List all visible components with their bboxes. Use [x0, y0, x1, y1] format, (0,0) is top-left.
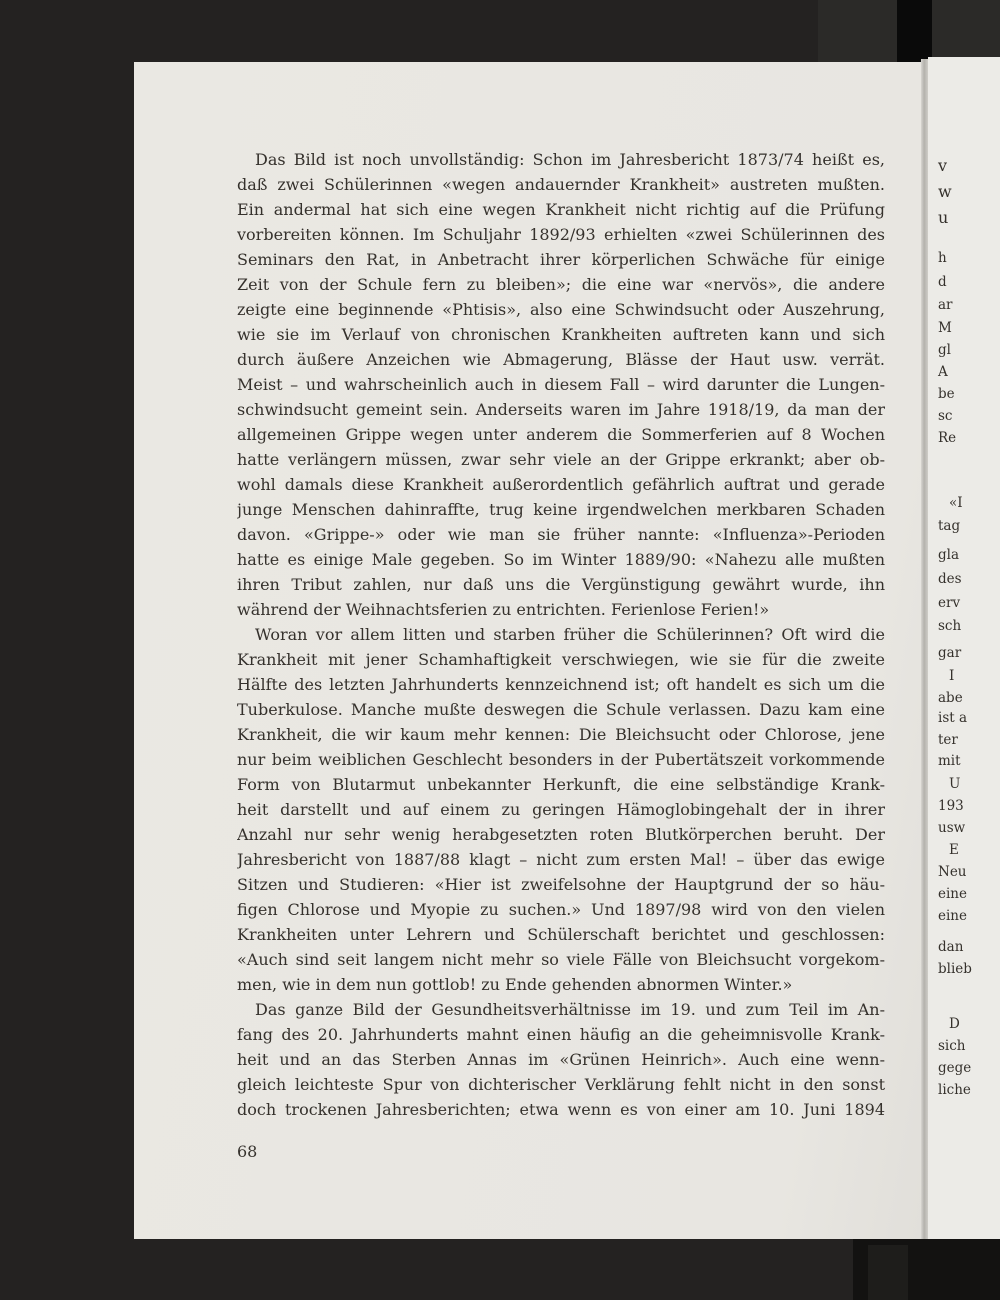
text-line: men, wie in dem nun gottlob! zu Ende gehenden abnormen Winter.»	[237, 975, 793, 994]
facing-page-text-fragment: des	[938, 571, 962, 587]
facing-page-text-fragment: eine	[938, 886, 967, 902]
text-line: heit und an das Sterben Annas im «Grünen Heinrich». Auch eine wenn-	[237, 1050, 885, 1069]
facing-page-text-fragment: d	[938, 274, 947, 290]
text-line: Das Bild ist noch unvollständig: Schon im Jahresbericht 1873/74 heißt es,	[255, 150, 885, 169]
text-line: doch trockenen Jahresberichten; etwa wenn es von einer am 10. Juni 1894	[237, 1100, 885, 1119]
text-line: Ein andermal hat sich eine wegen Krankheit nicht richtig auf die Prüfung	[237, 200, 885, 219]
text-line: ihren Tribut zahlen, nur daß uns die Vergünstigung gewährt wurde, ihn	[237, 575, 885, 594]
facing-page-text-fragment: gla	[938, 547, 960, 563]
facing-page-text-fragment: E	[949, 842, 959, 858]
facing-page-text-fragment: Neu	[938, 864, 967, 880]
facing-page-text-fragment: gl	[938, 342, 951, 358]
text-line: Jahresbericht von 1887/88 klagt – nicht zum ersten Mal! – über das ewige	[237, 850, 885, 869]
facing-page-text-fragment: U	[949, 776, 961, 792]
text-line: gleich leichteste Spur von dichterischer Verklärung fehlt nicht in den sonst	[237, 1075, 885, 1094]
text-line: Woran vor allem litten und starben früher die Schülerinnen? Oft wird die	[255, 625, 885, 644]
facing-page-text-fragment: usw	[938, 820, 966, 836]
left-page	[134, 62, 921, 1239]
facing-page-text-fragment: sich	[938, 1038, 966, 1054]
facing-page-text-fragment: h	[938, 250, 947, 266]
text-line: während der Weihnachtsferien zu entrichten. Ferienlose Ferien!»	[237, 600, 770, 619]
facing-page-text-fragment: Re	[938, 430, 957, 446]
facing-page-text-fragment: ist a	[938, 710, 968, 726]
text-line: daß zwei Schülerinnen «wegen andauernder Krankheit» austreten mußten.	[237, 175, 885, 194]
text-line: Seminars den Rat, in Anbetracht ihrer körperlichen Schwäche für einige	[237, 250, 885, 269]
text-line: schwindsucht gemeint sein. Anderseits waren im Jahre 1918/19, da man der	[237, 400, 885, 419]
facing-page-text-fragment: 193	[938, 798, 964, 814]
right-page-sliver	[928, 57, 1000, 1243]
text-line: vorbereiten können. Im Schuljahr 1892/93 erhielten «zwei Schülerinnen des	[237, 225, 885, 244]
facing-page-text-fragment: erv	[938, 595, 961, 611]
facing-page-text-fragment: gar	[938, 645, 962, 661]
facing-page-text-fragment: ar	[938, 297, 953, 313]
text-line: Sitzen und Studieren: «Hier ist zweifelsohne der Hauptgrund der so häu-	[237, 875, 885, 894]
facing-page-text-fragment: abe	[938, 690, 963, 706]
text-line: Krankheit mit jener Schamhaftigkeit verschwiegen, wie sie für die zweite	[237, 650, 885, 669]
text-line: allgemeinen Grippe wegen unter anderem die Sommerferien auf 8 Wochen	[237, 425, 885, 444]
text-line: fang des 20. Jahrhunderts mahnt einen häufig an die geheimnisvolle Krank-	[237, 1025, 885, 1044]
text-line: Form von Blutarmut unbekannter Herkunft, die eine selbständige Krank-	[237, 775, 885, 794]
facing-page-text-fragment: mit	[938, 753, 961, 769]
text-line: hatte verlängern müssen, zwar sehr viele an der Grippe erkrankt; aber ob-	[237, 450, 885, 469]
text-line: hatte es einige Male gegeben. So im Winter 1889/90: «Nahezu alle mußten	[237, 550, 885, 569]
text-line: nur beim weiblichen Geschlecht besonders in der Pubertätszeit vorkommende	[237, 750, 885, 769]
facing-page-text-fragment: tag	[938, 518, 961, 534]
text-line: Anzahl nur sehr wenig herabgesetzten roten Blutkörperchen beruht. Der	[237, 825, 885, 844]
page-gutter-crease	[921, 59, 928, 1241]
text-line: zeigte eine beginnende «Phtisis», also eine Schwindsucht oder Auszehrung,	[237, 300, 885, 319]
facing-page-text-fragment: «I	[949, 495, 963, 511]
book-edge-strip	[868, 1245, 908, 1300]
text-line: Zeit von der Schule fern zu bleiben»; die eine war «nervös», die andere	[237, 275, 885, 294]
text-line: Krankheiten unter Lehrern und Schülerschaft berichtet und geschlossen:	[237, 925, 885, 944]
facing-page-text-fragment: I	[949, 668, 955, 684]
facing-page-text-fragment: D	[949, 1016, 960, 1032]
text-line: Krankheit, die wir kaum mehr kennen: Die Bleichsucht oder Chlorose, jene	[237, 725, 885, 744]
text-line: junge Menschen dahinraffte, trug keine irgendwelchen merkbaren Schaden	[237, 500, 885, 519]
facing-page-text-fragment: dan	[938, 939, 964, 955]
facing-page-text-fragment: eine	[938, 908, 967, 924]
text-line: «Auch sind seit langem nicht mehr so viele Fälle von Bleichsucht vorgekom-	[237, 950, 885, 969]
facing-page-text-fragment: be	[938, 386, 955, 402]
facing-page-text-fragment: ter	[938, 732, 958, 748]
text-line: Tuberkulose. Manche mußte deswegen die Schule verlassen. Dazu kam eine	[237, 700, 885, 719]
text-line: figen Chlorose und Myopie zu suchen.» Und 1897/98 wird von den vielen	[237, 900, 885, 919]
facing-page-text-fragment: M	[938, 320, 952, 336]
facing-page-text-fragment: sc	[938, 408, 953, 424]
text-line: wie sie im Verlauf von chronischen Krankheiten auftreten kann und sich	[237, 325, 885, 344]
page-number: 68	[237, 1142, 258, 1161]
text-line: durch äußere Anzeichen wie Abmagerung, Blässe der Haut usw. verrät.	[237, 350, 885, 369]
text-line: Hälfte des letzten Jahrhunderts kennzeichnend ist; oft handelt es sich um die	[237, 675, 885, 694]
facing-page-text-fragment: gege	[938, 1060, 972, 1076]
facing-page-text-fragment: sch	[938, 618, 962, 634]
facing-page-text-fragment: w	[938, 182, 952, 201]
facing-page-text-fragment: A	[938, 364, 948, 380]
facing-page-text-fragment: v	[938, 156, 948, 175]
facing-page-text-fragment: blieb	[938, 961, 972, 977]
text-line: wohl damals diese Krankheit außerordentlich gefährlich auftrat und gerade	[237, 475, 885, 494]
text-block	[237, 147, 885, 1122]
text-line: heit darstellt und auf einem zu geringen Hämoglobingehalt der in ihrer	[237, 800, 885, 819]
facing-page-text-fragment: u	[938, 208, 949, 227]
text-line: davon. «Grippe-» oder wie man sie früher nannte: «Influenza»-Perioden	[237, 525, 885, 544]
text-line: Meist – und wahrscheinlich auch in diesem Fall – wird darunter die Lungen-	[237, 375, 885, 394]
facing-page-text-fragment: liche	[938, 1082, 971, 1098]
text-line: Das ganze Bild der Gesundheitsverhältnisse im 19. und zum Teil im An-	[255, 1000, 885, 1019]
